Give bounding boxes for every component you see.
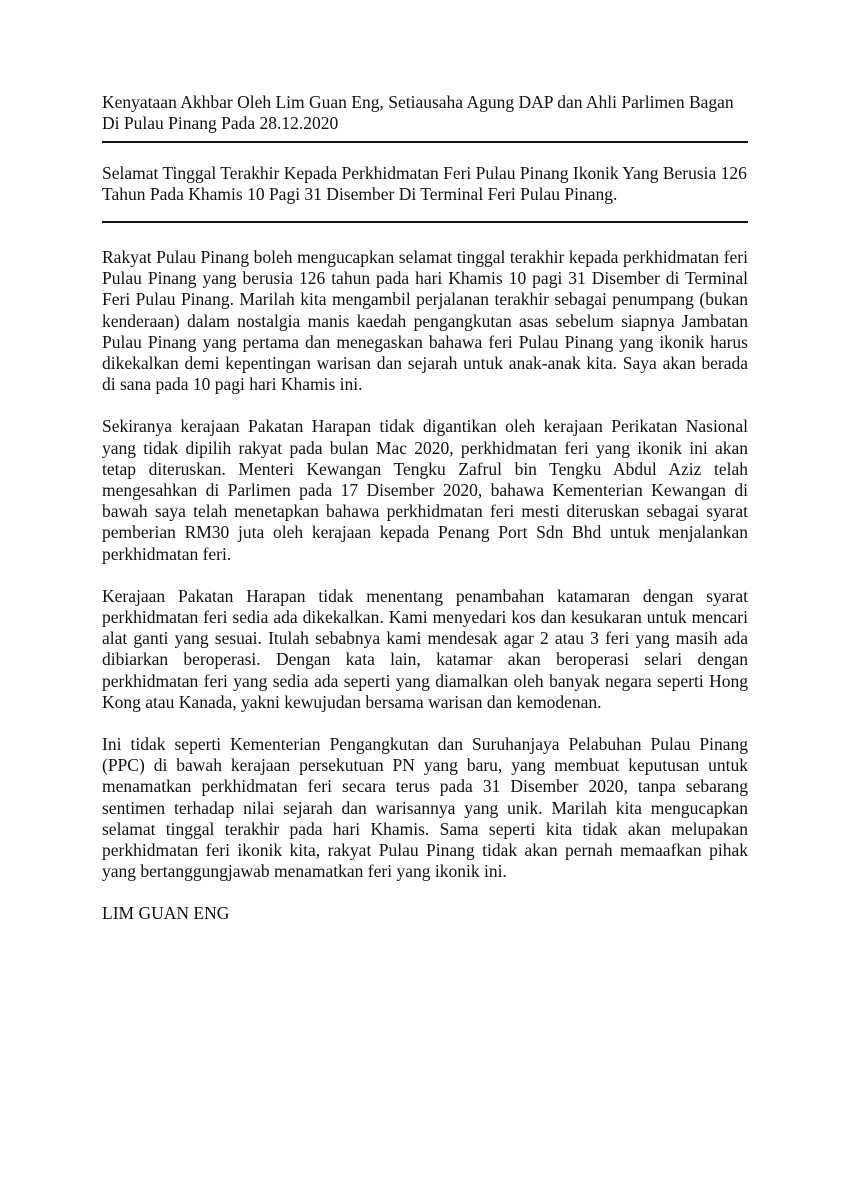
body-text <box>102 247 748 924</box>
paragraph-4: Ini tidak seperti Kementerian Pengangkutan dan Suruhanjaya Pelabuhan Pulau Pinang (PPC) di bawah kerajaan persekutuan PN yang baru, yang membuat keputusan untuk menamatkan perkhidmatan feri secara terus pada 31 Disember 2020, tanpa sebarang sentimen terhadap nilai sejarah dan warisannya yang unik. Marilah kita mengucapkan selamat tinggal terakhir pada hari Khamis. Sama seperti kita tidak akan melupakan perkhidmatan feri ikonik kita, rakyat Pulau Pinang tidak akan pernah memaafkan pihak yang bertanggungjawab menamatkan feri yang ikonik ini. <box>102 734 748 882</box>
press-release-header: Kenyataan Akhbar Oleh Lim Guan Eng, Setiausaha Agung DAP dan Ahli Parlimen Bagan Di Pulau Pinang Pada 28.12.2020 <box>102 92 734 133</box>
header-divider <box>102 141 748 143</box>
paragraph-2: Sekiranya kerajaan Pakatan Harapan tidak digantikan oleh kerajaan Perikatan Nasional yang tidak dipilih rakyat pada bulan Mac 2020, perkhidmatan feri yang ikonik ini akan tetap diteruskan. Menteri Kewangan Tengku Zafrul bin Tengku Abdul Aziz telah mengesahkan di Parlimen pada 17 Disember 2020, bahawa Kementerian Kewangan di bawah saya telah menetapkan bahawa perkhidmatan feri mesti diteruskan sebagai syarat pemberian RM30 juta oleh kerajaan kepada Penang Port Sdn Bhd untuk menjalankan perkhidmatan feri. <box>102 416 748 564</box>
press-release <box>102 92 748 924</box>
paragraph-3: Kerajaan Pakatan Harapan tidak menentang penambahan katamaran dengan syarat perkhidmatan feri sedia ada dikekalkan. Kami menyedari kos dan kesukaran untuk mencari alat ganti yang sesuai. Itulah sebabnya kami mendesak agar 2 atau 3 feri yang masih ada dibiarkan beroperasi. Dengan kata lain, katamar akan beroperasi selari dengan perkhidmatan feri yang sedia ada seperti yang diamalkan oleh banyak negara seperti Hong Kong atau Kanada, yakni kewujudan bersama warisan dan kemodenan. <box>102 585 748 712</box>
subheading-divider <box>102 221 748 223</box>
press-release-subheading: Selamat Tinggal Terakhir Kepada Perkhidmatan Feri Pulau Pinang Ikonik Yang Berusia 126 Tahun Pada Khamis 10 Pagi 31 Disember Di Terminal Feri Pulau Pinang. <box>102 163 747 204</box>
paragraph-1: Rakyat Pulau Pinang boleh mengucapkan selamat tinggal terakhir kepada perkhidmatan feri Pulau Pinang yang berusia 126 tahun pada hari Khamis 10 pagi 31 Disember di Terminal Feri Pulau Pinang. Marilah kita mengambil perjalanan terakhir sebagai penumpang (bukan kenderaan) dalam nostalgia manis kaedah pengangkutan asas sebelum siapnya Jambatan Pulau Pinang yang pertama dan menegaskan bahawa feri Pulau Pinang yang ikonik harus dikekalkan demi kepentingan warisan dan sejarah untuk anak-anak kita. Saya akan berada di sana pada 10 pagi hari Khamis ini. <box>102 247 748 395</box>
signature: LIM GUAN ENG <box>102 903 230 924</box>
